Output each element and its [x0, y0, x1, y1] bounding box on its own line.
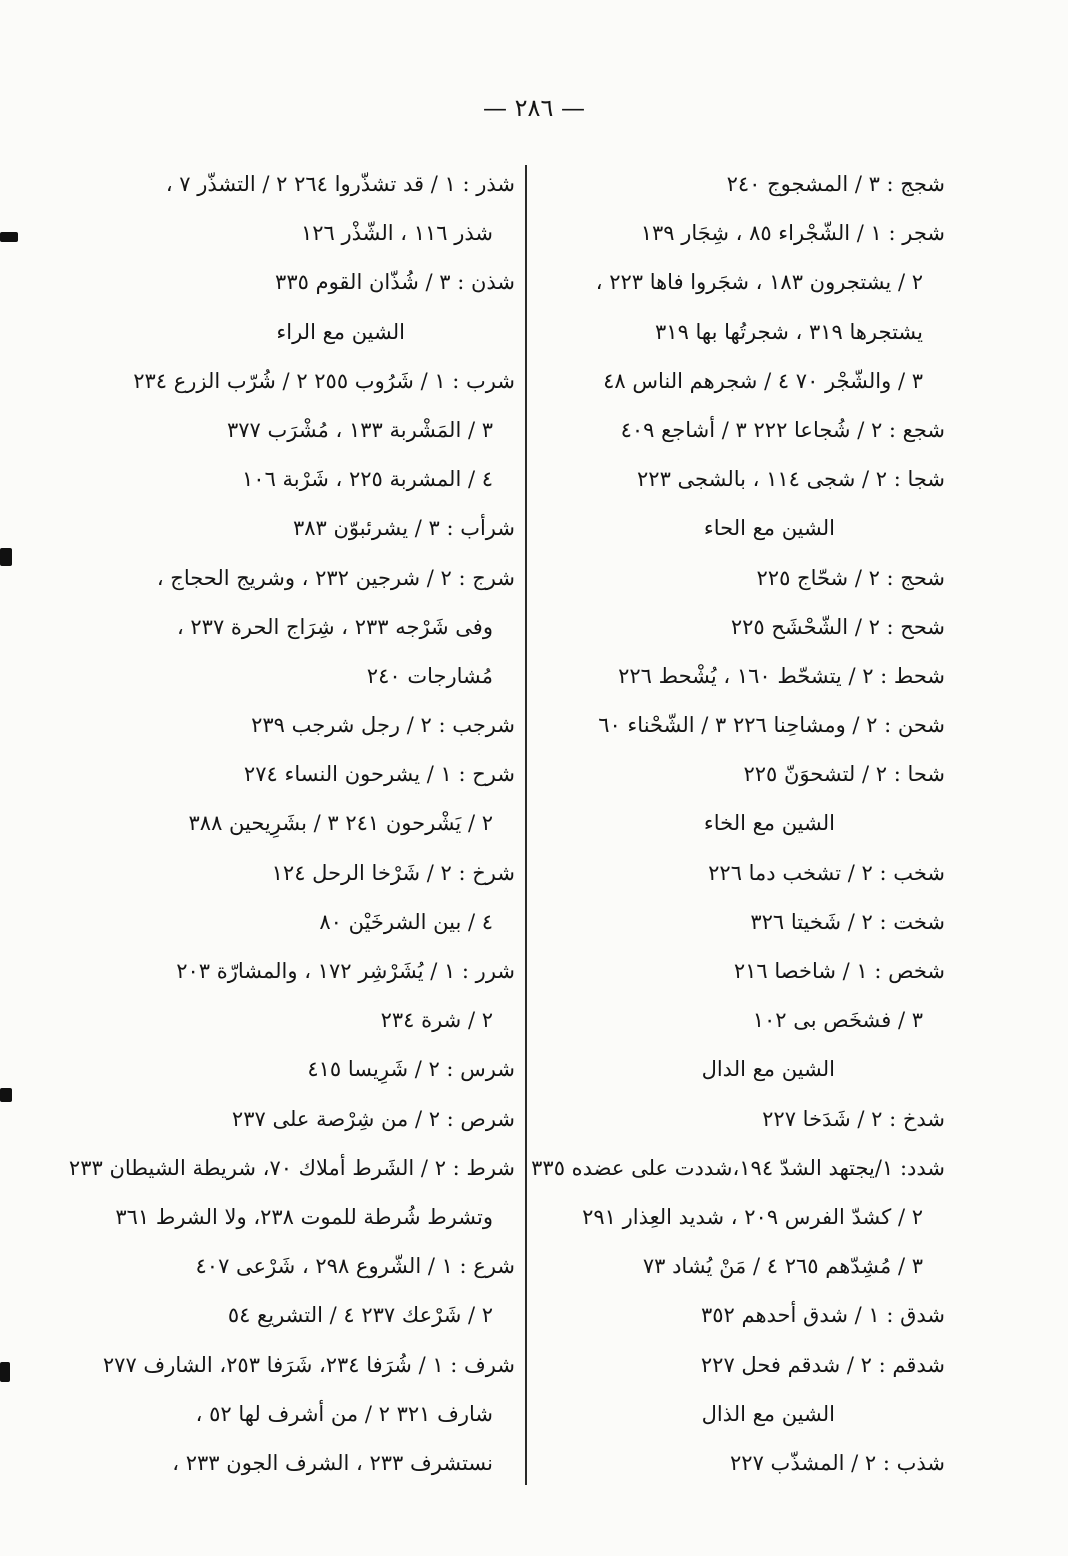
index-entry-line: شرع : ١ / الشّروع ٢٩٨ ، شَرْعى ٤٠٧ — [195, 1254, 515, 1279]
index-entry-line: مُشارجات ٢٤٠ — [366, 663, 493, 688]
index-entry-line: شرص : ٢ / من شِرْصة على ٢٣٧ — [231, 1106, 515, 1131]
page-number: — ٢٨٦ — — [483, 94, 585, 122]
index-entry-line: شجج : ٣ / المشجوج ٢٤٠ — [726, 172, 945, 196]
index-entry-line: شحن : ٢ / ومشاحِنا ٢٢٦ ٣ / الشّحْناء ٦٠ — [598, 713, 945, 738]
index-entry-line: شجع : ٢ / شُجاعا ٢٢٢ ٣ / أشاجع ٤٠٩ — [620, 417, 945, 442]
index-entry-line: شرس : ٢ / شَرِيسا ٤١٥ — [307, 1057, 515, 1082]
index-entry-line: ٣ / والشّجْر ٧٠ ٤ / شجرهم الناس ٤٨ — [603, 368, 923, 393]
index-entry-line: شرأب : ٣ / يشرئبوّن ٣٨٣ — [292, 516, 515, 541]
index-entry-line: وتشرط شُرطة للموت ٢٣٨، ولا الشرط ٣٦١ — [115, 1204, 493, 1229]
index-entry-line: شحط : ٢ / يتشحّط ١٦٠ ، يُشْحط ٢٢٦ — [618, 663, 945, 688]
index-entry-line: شذن : ٣ / شُذّان القوم ٣٣٥ — [275, 270, 515, 295]
index-entry-line: شدخ : ٢ / شَدَخا ٢٢٧ — [762, 1106, 945, 1131]
index-entry-line: شرجب : ٢ / رجل شرجب ٢٣٩ — [251, 713, 515, 738]
edge-mark — [0, 232, 18, 242]
index-entry-line: وفى شَرْجه ٢٣٣ ، شِرَاج الحرة ٢٣٧ ، — [176, 614, 493, 639]
index-entry-line: شرج : ٢ / شرجين ٢٣٢ ، وشريج الحجاج ، — [156, 565, 515, 590]
index-entry-line: ٢ / يشتجرون ١٨٣ ، شجَروا فاها ٢٢٣ ، — [595, 270, 923, 295]
index-entry-line: ٣ / المَشْربة ١٣٣ ، مُشْرَب ٣٧٧ — [226, 417, 493, 442]
index-entry-line: شحج : ٢ / شحّاج ٢٢٥ — [756, 565, 945, 590]
index-entry-line: شجر : ١ / الشّجْراء ٨٥ ، شِجَار ١٣٩ — [640, 221, 945, 246]
index-entry-line: ٤ / بين الشرخَيْن ٨٠ — [319, 909, 493, 934]
index-entry-line: شرح : ١ / يشرحون النساء ٢٧٤ — [243, 762, 515, 787]
index-entry-line: شرب : ١ / شَرُوب ٢٥٥ ٢ / شُرّب الزرع ٢٣٤ — [133, 368, 515, 393]
index-entry-line: شرف : ١ / شُرَفا ٢٣٤، شَرَفا ٢٥٣، الشارف ٢٧٧ — [102, 1352, 515, 1377]
index-entry-line: ٣ / فشخَص بى ١٠٢ — [752, 1008, 923, 1033]
index-entry-line: شخت : ٢ / شَخيتا ٣٢٦ — [750, 909, 945, 934]
index-entry-line: نستشرف ٢٣٣ ، الشرف الجون ٢٣٣ ، — [172, 1450, 493, 1475]
index-entry-line: ٢ / يَشْرحون ٢٤١ ٣ / بشَرِيحين ٣٨٨ — [188, 811, 493, 836]
index-entry-line: شحا : ٢ / لتشحوَنّ ٢٢٥ — [743, 762, 945, 787]
index-entry-line: شذر ١١٦ ، الشّذْر ١٢٦ — [300, 221, 493, 246]
section-heading: الشين مع الراء — [276, 319, 405, 344]
section-heading: الشين مع الخاء — [703, 811, 835, 836]
index-entry-line: شذب : ٢ / المشذّب ٢٢٧ — [730, 1450, 945, 1475]
index-entry-line: شدق : ١ / شدق أحدهم ٣٥٢ — [700, 1303, 945, 1328]
index-entry-line: ٢ / كشدّ الفرس ٢٠٩ ، شديد العِذار ٢٩١ — [582, 1204, 923, 1229]
index-entry-line: شرخ : ٢ / شَرْخا الرحل ١٢٤ — [271, 860, 515, 885]
edge-mark — [0, 1362, 10, 1382]
edge-mark — [0, 548, 12, 566]
index-entry-line: شدد: ١/يجتهد الشدّ ١٩٤،شددت على عضده ٣٣٥ — [531, 1155, 945, 1180]
index-entry-line: شحح : ٢ / الشّحْشَح ٢٢٥ — [730, 614, 945, 639]
index-entry-line: شجا : ٢ / شجى ١١٤ ، بالشجى ٢٢٣ — [637, 467, 945, 492]
section-heading: الشين مع الحاء — [703, 516, 835, 541]
index-entry-line: شرر : ١ / يُشَرْشِر ١٧٢ ، والمشارّة ٢٠٣ — [176, 959, 515, 983]
index-entry-line: شذر : ١ / قد تشذّروا ٢٦٤ ٢ / التشذّر ٧ ، — [165, 172, 515, 196]
index-entry-line: شرط : ٢ / الشَرط أملاك ٧٠، شريطة الشيطان ٢٣٣ — [68, 1155, 515, 1180]
index-entry-line: ٢ / شرة ٢٣٤ — [380, 1008, 493, 1033]
index-entry-line: شدقم : ٢ / شدقم فحل ٢٢٧ — [700, 1352, 945, 1377]
index-entry-line: يشتجرها ٣١٩ ، شجرتُها بها ٣١٩ — [655, 319, 923, 344]
index-column-right — [531, 160, 945, 1500]
index-entry-line: ٢ / شَرْعك ٢٣٧ ٤ / التشريع ٥٤ — [227, 1303, 493, 1328]
column-divider — [525, 165, 527, 1485]
index-entry-line: شارف ٣٢١ ٢ / من أشرف لها ٥٢ ، — [195, 1401, 493, 1426]
index-entry-line: شخب : ٢ / تشخب دما ٢٢٦ — [708, 860, 945, 885]
section-heading: الشين مع الدال — [701, 1057, 835, 1082]
index-entry-line: ٣ / مُشِدّهم ٢٦٥ ٤ / مَنْ يُشاد ٧٣ — [642, 1254, 923, 1279]
index-entry-line: شخص : ١ / شاخصا ٢١٦ — [733, 959, 945, 983]
index-entry-line: ٤ / المشربة ٢٢٥ ، شَرْبة ١٠٦ — [242, 467, 493, 492]
edge-mark — [0, 1088, 12, 1102]
section-heading: الشين مع الذال — [701, 1401, 835, 1426]
index-column-left — [68, 160, 515, 1500]
